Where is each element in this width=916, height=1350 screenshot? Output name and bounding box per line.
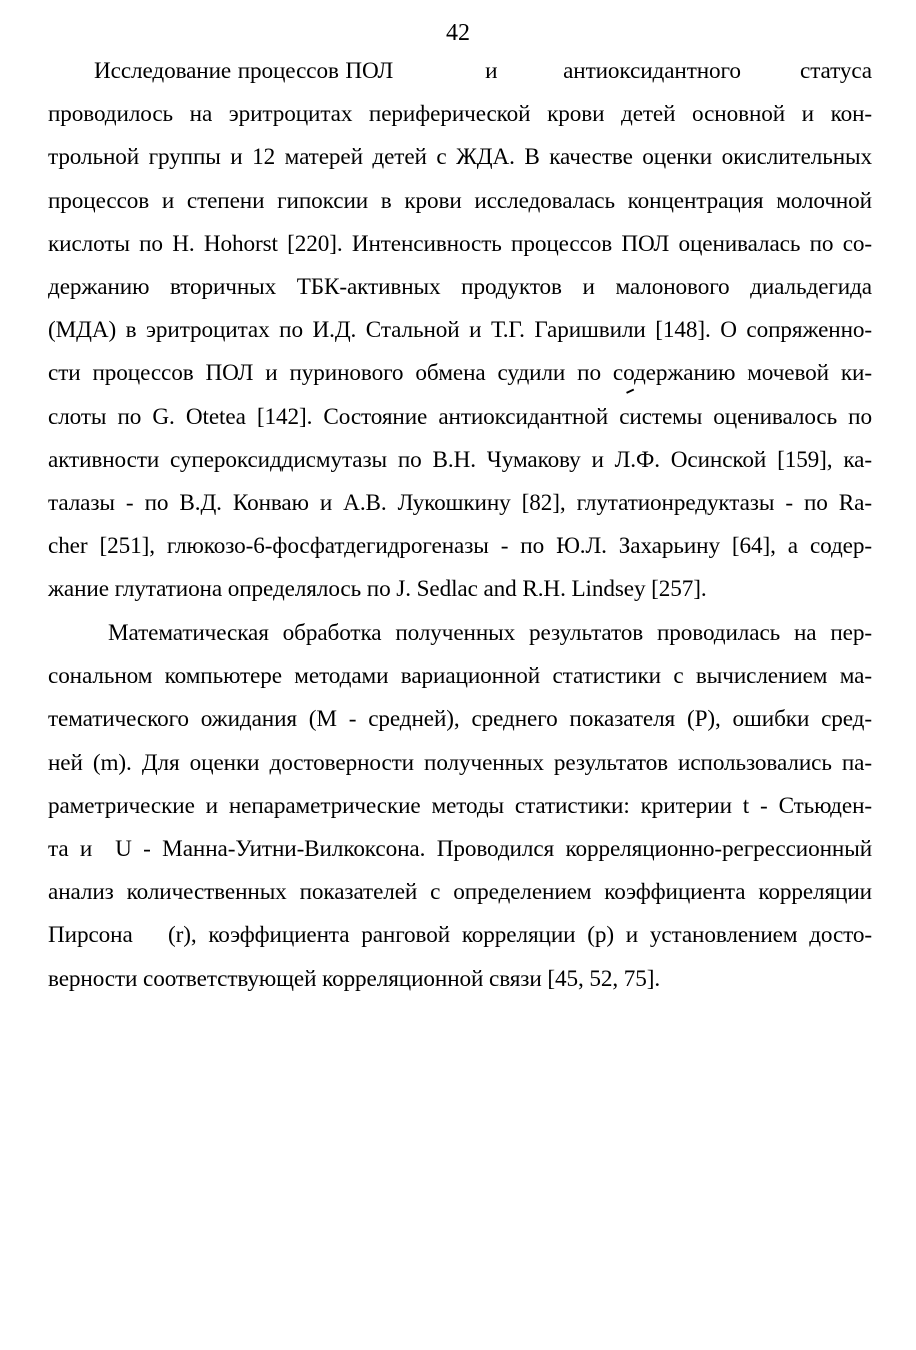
paragraph-line: верности соответствующей корреляционной связи [45, 52, 75]. <box>48 965 661 992</box>
page-number: 42 <box>446 20 470 46</box>
paragraph-line: процессов и степени гипоксии в крови исследовалась концентрация молочной <box>48 187 872 214</box>
paragraph-line: (МДА) в эритроцитах по И.Д. Стальной и Т.Г. Гаришвили [148]. О сопряженно- <box>48 317 872 344</box>
paragraph-line: проводилось на эритроцитах периферической крови детей основной и кон- <box>48 101 872 128</box>
paragraph-line: жание глутатиона определялось по J. Sedlac and R.H. Lindsey [257]. <box>48 576 707 603</box>
paragraph-line: раметрические и непараметрические методы статистики: критерии t - Стьюден- <box>48 792 872 819</box>
paragraph-line: Исследование процессов ПОЛ и антиоксидантного статуса <box>94 58 872 84</box>
paragraph-methods <box>48 50 872 611</box>
paragraph-line: активности супероксиддисмутазы по В.Н. Чумакову и Л.Ф. Осинской [159], ка- <box>48 446 872 473</box>
paragraph-line: Пирсона (r), коэффициента ранговой корреляции (p) и установлением досто- <box>48 922 872 949</box>
paragraph-line: тематического ожидания (М - средней), среднего показателя (Р), ошибки сред- <box>48 706 872 733</box>
paragraph-line: трольной группы и 12 матерей детей с ЖДА. В качестве оценки окислительных <box>48 144 872 171</box>
paragraph-statistics <box>48 612 872 1001</box>
paragraph-line: сональном компьютере методами вариационной статистики с вычислением ма- <box>48 663 872 690</box>
paragraph-line: держанию вторичных ТБК-активных продуктов и малонового диальдегида <box>48 273 872 300</box>
paragraph-line: талазы - по В.Д. Конваю и А.В. Лукошкину [82], глутатионредуктазы - по Ra- <box>48 489 872 516</box>
paragraph-line: cher [251], глюкозо-6-фосфатдегидрогеназы - по Ю.Л. Захарьину [64], а содер- <box>48 533 872 560</box>
paragraph-line: та и U - Манна-Уитни-Вилкоксона. Проводился корреляционно-регрессионный <box>48 835 872 862</box>
paragraph-line: слоты по G. Otetea [142]. Состояние антиоксидантной системы оценивалось по <box>48 403 872 430</box>
paragraph-line: сти процессов ПОЛ и пуринового обмена судили по содержанию мочевой ки- <box>48 360 872 387</box>
paragraph-line: анализ количественных показателей с определением коэффициента корреляции <box>48 879 872 906</box>
paragraph-line: Математическая обработка полученных результатов проводилась на пер- <box>108 620 872 646</box>
paragraph-line: ней (m). Для оценки достоверности полученных результатов использовались па- <box>48 749 872 776</box>
paragraph-line: кислоты по H. Hohorst [220]. Интенсивность процессов ПОЛ оценивалась по со- <box>48 230 872 257</box>
